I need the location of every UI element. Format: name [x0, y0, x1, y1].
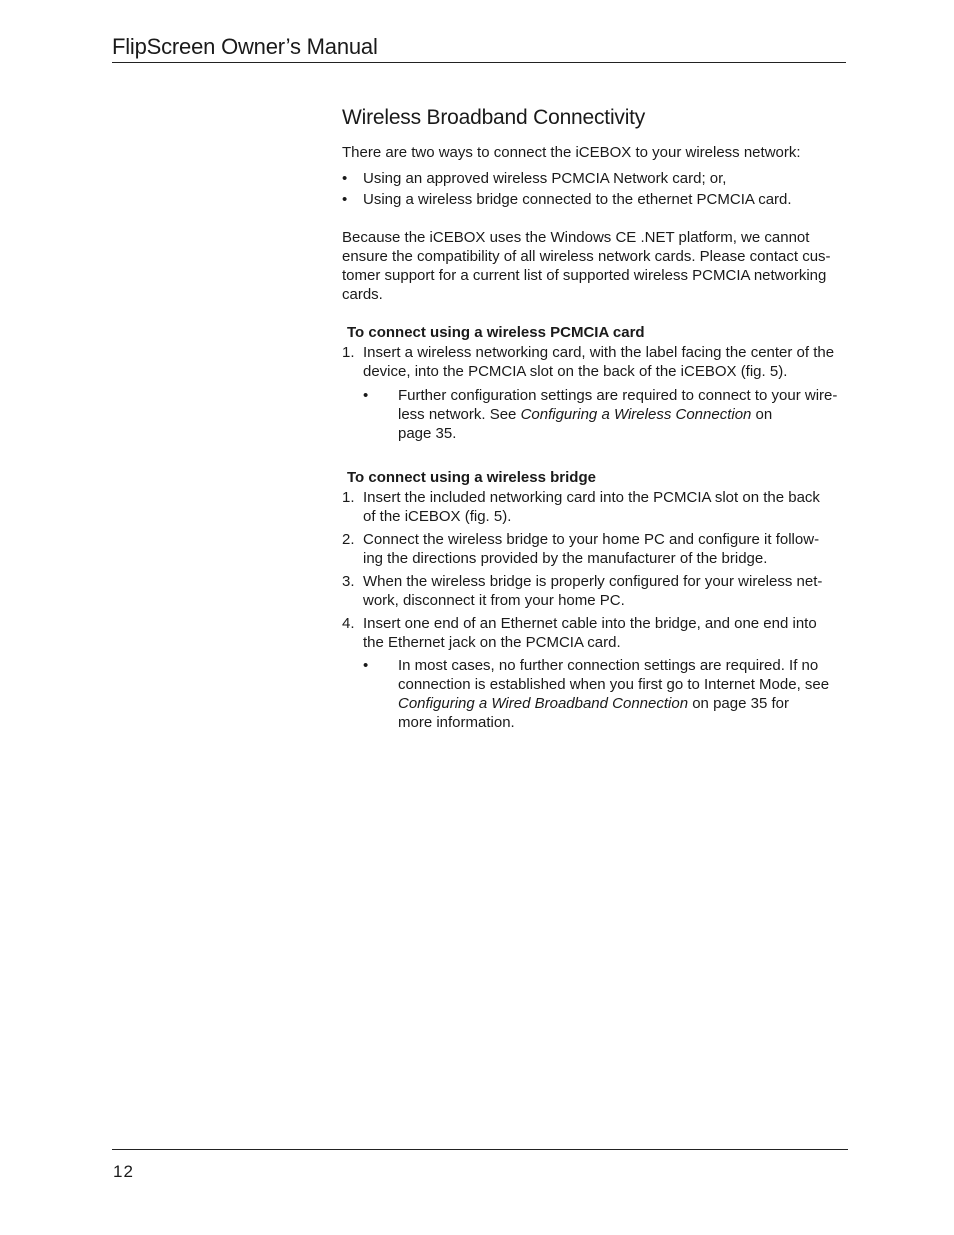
step-line: ing the directions provided by the manufacturer of the bridge. [363, 550, 768, 567]
note-text: less network. See [398, 406, 521, 423]
paragraph-line: cards. [342, 286, 383, 303]
bridge-heading: To connect using a wireless bridge [347, 469, 596, 486]
note-line [398, 405, 842, 424]
step-number: 3. [342, 573, 355, 590]
paragraph-line: ensure the compatibility of all wireless network cards. Please contact cus- [342, 248, 831, 265]
note-line [398, 694, 842, 713]
bullet-icon: • [363, 387, 369, 404]
note-line: more information. [398, 714, 515, 731]
step-number: 1. [342, 489, 355, 506]
list-item [342, 169, 842, 188]
bullet-icon: • [342, 170, 348, 187]
paragraph-line: tomer support for a current list of supported wireless PCMCIA networking [342, 267, 827, 284]
step-line: the Ethernet jack on the PCMCIA card. [363, 634, 621, 651]
step-number: 1. [342, 344, 355, 361]
bridge-steps [342, 488, 842, 652]
list-item [342, 190, 842, 209]
bullet-icon: • [342, 191, 348, 208]
pcmcia-note [342, 386, 842, 443]
bullet-text: Using an approved wireless PCMCIA Network card; or, [363, 170, 727, 187]
step-line: Connect the wireless bridge to your home PC and configure it follow- [363, 531, 820, 548]
connection-options-list [342, 169, 842, 209]
step-number: 4. [342, 615, 355, 632]
note-line: In most cases, no further connection settings are required. If no [398, 657, 819, 674]
step-item [342, 530, 842, 568]
note-text: on page 35 for [688, 695, 789, 712]
page-number: 12 [113, 1162, 134, 1181]
step-line: Insert the included networking card into the PCMCIA slot on the back [363, 489, 820, 506]
main-column [342, 104, 842, 732]
compatibility-paragraph [342, 228, 842, 304]
note-text: on [751, 406, 773, 423]
step-item [342, 572, 842, 610]
note-line: page 35. [398, 425, 457, 442]
note-line: connection is established when you first go to Internet Mode, see [398, 676, 830, 693]
step-number: 2. [342, 531, 355, 548]
running-head: FlipScreen Owner’s Manual [112, 34, 378, 59]
paragraph-line: Because the iCEBOX uses the Windows CE .NET platform, we cannot [342, 229, 810, 246]
cross-reference: Configuring a Wired Broadband Connection [398, 695, 689, 712]
intro-text: There are two ways to connect the iCEBOX to your wireless network: [342, 144, 801, 161]
bridge-note [342, 656, 842, 732]
header-rule [112, 62, 846, 63]
step-item [342, 343, 842, 381]
bullet-text: Using a wireless bridge connected to the ethernet PCMCIA card. [363, 191, 792, 208]
step-line: When the wireless bridge is properly configured for your wireless net- [363, 573, 823, 590]
step-line: Insert a wireless networking card, with the label facing the center of the [363, 344, 835, 361]
step-line: device, into the PCMCIA slot on the back of the iCEBOX (fig. 5). [363, 363, 788, 380]
section-title: Wireless Broadband Connectivity [342, 106, 646, 129]
step-item [342, 488, 842, 526]
bullet-icon: • [363, 657, 369, 674]
note-line: Further configuration settings are required to connect to your wire- [398, 387, 838, 404]
pcmcia-heading: To connect using a wireless PCMCIA card [347, 324, 645, 341]
step-line: Insert one end of an Ethernet cable into the bridge, and one end into [363, 615, 817, 632]
footer-rule [112, 1149, 848, 1150]
pcmcia-steps [342, 343, 842, 381]
cross-reference: Configuring a Wireless Connection [520, 406, 752, 423]
step-line: work, disconnect it from your home PC. [363, 592, 625, 609]
step-line: of the iCEBOX (fig. 5). [363, 508, 512, 525]
step-item [342, 614, 842, 652]
